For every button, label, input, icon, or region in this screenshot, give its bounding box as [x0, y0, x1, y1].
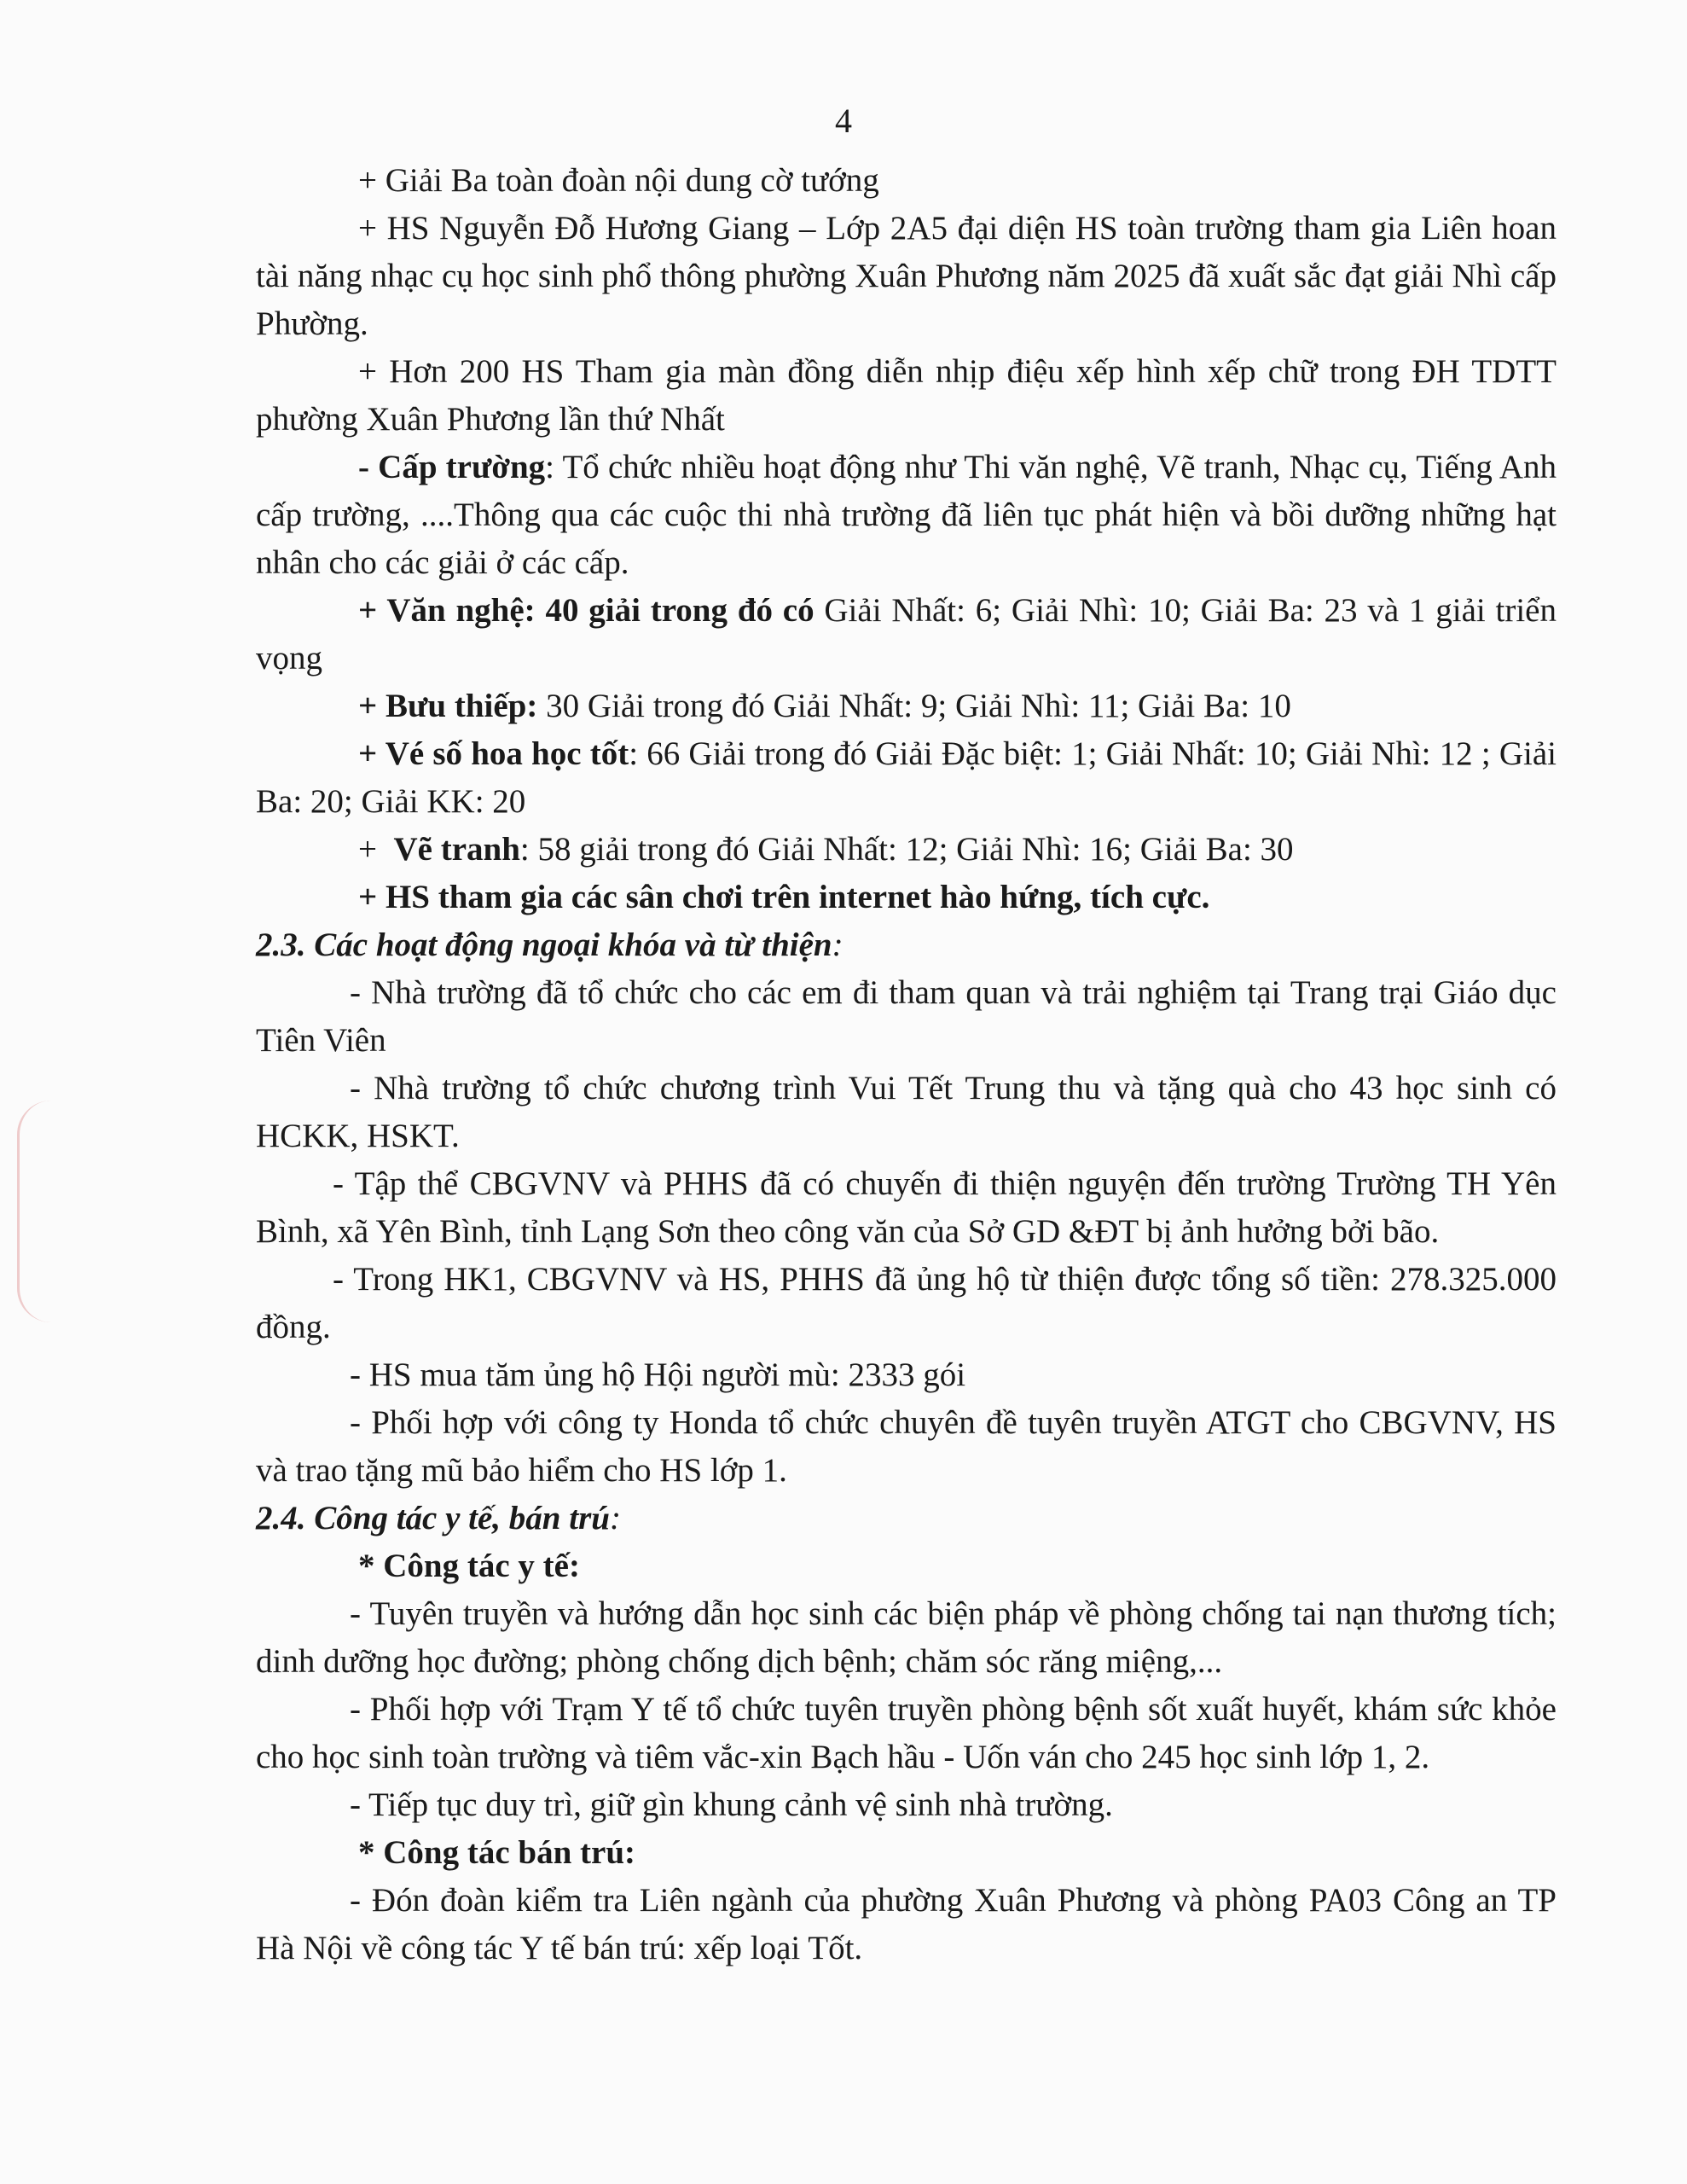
paragraph [256, 444, 1557, 587]
bold-label: - Cấp trường [358, 449, 546, 485]
paragraph: - Nhà trường tổ chức chương trình Vui Tết Trung thu và tặng quà cho 43 học sinh có HCKK, HSKT. [256, 1070, 1557, 1154]
paragraph [256, 730, 1557, 826]
heading-text: 2.4. Công tác y tế, bán trú [256, 1500, 610, 1536]
subheading-boarding [256, 1829, 1557, 1877]
paragraph [256, 682, 1557, 730]
paragraph: + Hơn 200 HS Tham gia màn đồng diễn nhịp điệu xếp hình xếp chữ trong ĐH TDTT phường Xuân Phương lần thứ Nhất [256, 353, 1557, 438]
paragraph-text: 30 Giải trong đó Giải Nhất: 9; Giải Nhì: 11; Giải Ba: 10 [537, 688, 1291, 724]
paragraph: - Tuyên truyền và hướng dẫn học sinh các biện pháp về phòng chống tai nạn thương tích; dinh dưỡng học đường; phòng chống dịch bệnh; chăm sóc răng miệng,... [256, 1595, 1557, 1680]
paragraph [256, 874, 1557, 921]
paragraph: - Đón đoàn kiểm tra Liên ngành của phường Xuân Phương và phòng PA03 Công an TP Hà Nội về công tác Y tế bán trú: xếp loại Tốt. [256, 1882, 1557, 1966]
heading-text: 2.3. Các hoạt động ngoại khóa và từ thiện [256, 926, 832, 963]
document-body [256, 157, 1557, 1972]
paragraph [256, 826, 1557, 874]
section-heading-2-4 [256, 1495, 1557, 1542]
paragraph-text: : 66 Giải trong đó Giải Đặc biệt: 1; Giải Nhất: 10; Giải Nhì: 12 ; Giải Ba: 20; Giải KK: 20 [256, 735, 1557, 820]
paragraph-text: : Tổ chức nhiều hoạt động như Thi văn nghệ, Vẽ tranh, Nhạc cụ, Tiếng Anh cấp trường, ....Thông qua các cuộc thi nhà trường đã liên tục phát hiện và bồi dưỡng những hạt nhân cho các giải ở các cấp. [256, 449, 1557, 581]
subheading-health [256, 1542, 1557, 1590]
paragraph: + HS Nguyễn Đỗ Hương Giang – Lớp 2A5 đại diện HS toàn trường tham gia Liên hoan tài năng nhạc cụ học sinh phổ thông phường Xuân Phương năm 2025 đã xuất sắc đạt giải Nhì cấp Phường. [256, 210, 1557, 342]
subheading-text: * Công tác bán trú: [358, 1834, 636, 1871]
paragraph-text: Giải Nhất: 6; Giải Nhì: 10; Giải Ba: 23 và 1 giải triển vọng [256, 592, 1557, 677]
paragraph: + Giải Ba toàn đoàn nội dung cờ tướng [358, 162, 879, 199]
bold-label: Vẽ tranh [393, 831, 520, 868]
subheading-text: * Công tác y tế: [358, 1548, 580, 1584]
paragraph-text: : 58 giải trong đó Giải Nhất: 12; Giải Nhì: 16; Giải Ba: 30 [519, 831, 1294, 868]
heading-colon: : [832, 926, 844, 963]
faded-stamp-mark [17, 1101, 71, 1322]
paragraph: - HS mua tăm ủng hộ Hội người mù: 2333 gói [350, 1356, 966, 1393]
bold-label: + HS tham gia các sân chơi trên internet hào hứng, tích cực. [358, 879, 1210, 915]
paragraph: - Phối hợp với Trạm Y tế tổ chức tuyên truyền phòng bệnh sốt xuất huyết, khám sức khỏe cho học sinh toàn trường và tiêm vắc-xin Bạch hầu - Uốn ván cho 245 học sinh lớp 1, 2. [256, 1691, 1557, 1775]
bold-label: + Bưu thiếp: [358, 688, 538, 724]
paragraph: - Nhà trường đã tổ chức cho các em đi tham quan và trải nghiệm tại Trang trại Giáo dục Tiên Viên [256, 974, 1557, 1059]
paragraph: - Trong HK1, CBGVNV và HS, PHHS đã ủng hộ từ thiện được tổng số tiền: 278.325.000 đồng. [256, 1261, 1557, 1345]
paragraph-prefix: + [358, 831, 394, 868]
heading-colon: : [609, 1500, 621, 1536]
paragraph [256, 587, 1557, 682]
paragraph: - Tiếp tục duy trì, giữ gìn khung cảnh vệ sinh nhà trường. [350, 1786, 1113, 1823]
bold-label: + Vé số hoa học tốt [358, 735, 629, 772]
paragraph: - Phối hợp với công ty Honda tổ chức chuyên đề tuyên truyền ATGT cho CBGVNV, HS và trao tặng mũ bảo hiểm cho HS lớp 1. [256, 1404, 1557, 1489]
section-heading-2-3 [256, 921, 1557, 969]
page-number: 4 [835, 102, 852, 140]
paragraph: - Tập thể CBGVNV và PHHS đã có chuyến đi thiện nguyện đến trường Trường TH Yên Bình, xã Yên Bình, tỉnh Lạng Sơn theo công văn của Sở GD &ĐT bị ảnh hưởng bởi bão. [256, 1165, 1557, 1250]
bold-label: + Văn nghệ: 40 giải trong đó có [358, 592, 815, 629]
